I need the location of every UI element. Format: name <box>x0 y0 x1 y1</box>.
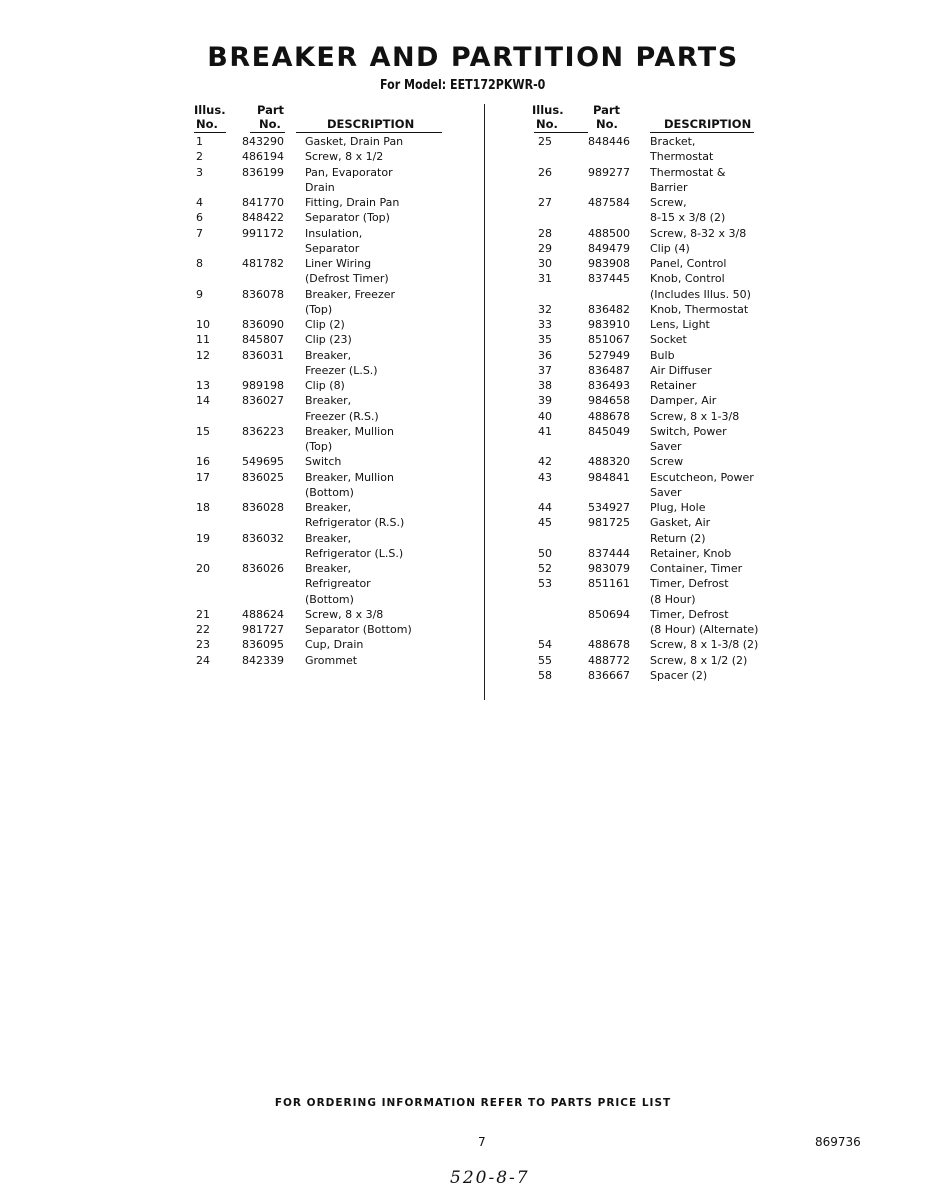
illus-number: 33 <box>538 318 552 331</box>
column-divider <box>484 104 485 700</box>
table-row <box>190 287 442 302</box>
part-description: Socket <box>650 333 687 347</box>
part-number: 481782 <box>242 257 284 270</box>
table-row <box>530 454 770 469</box>
table-row <box>190 271 442 286</box>
table-header-right <box>530 104 770 134</box>
part-description: Breaker, Mullion <box>305 470 394 484</box>
part-description: (Top) <box>305 302 333 316</box>
illus-number: 29 <box>538 241 552 255</box>
part-description: (Top) <box>305 440 333 453</box>
illus-number: 36 <box>538 348 552 362</box>
part-description: Refrigerator (L.S.) <box>305 546 404 560</box>
illus-number: 22 <box>196 623 210 636</box>
table-row <box>190 531 442 546</box>
part-description: Screw <box>650 455 684 469</box>
part-description: (Defrost Timer) <box>305 272 389 286</box>
table-row <box>190 348 442 363</box>
part-description: Breaker, <box>305 348 352 362</box>
table-row <box>530 348 770 363</box>
table-row <box>190 241 442 256</box>
illus-number: 21 <box>196 607 210 621</box>
table-row <box>530 302 770 317</box>
part-description: Refrigreator <box>305 577 371 591</box>
ordering-note: FOR ORDERING INFORMATION REFER TO PARTS PRICE LIST <box>274 1097 672 1109</box>
table-row <box>190 576 442 591</box>
illus-number: 20 <box>196 562 210 575</box>
part-number: 983910 <box>588 318 630 331</box>
table-row <box>190 195 442 210</box>
illus-number: 15 <box>196 424 210 438</box>
part-number: 983079 <box>588 562 630 575</box>
part-description: Screw, <box>650 196 687 209</box>
part-description: Clip (8) <box>305 379 345 392</box>
table-row <box>190 165 442 180</box>
table-row <box>530 576 770 591</box>
table-row <box>530 653 770 668</box>
part-description: Saver <box>650 440 682 453</box>
part-header-line2: No. <box>259 117 281 131</box>
table-row <box>190 546 442 561</box>
illus-number: 18 <box>196 501 210 514</box>
description-header: DESCRIPTION <box>327 117 415 131</box>
part-description: Retainer, Knob <box>650 546 732 560</box>
part-description: Gasket, Drain Pan <box>305 135 404 148</box>
part-description: Breaker, Mullion <box>305 424 394 438</box>
table-row <box>530 592 770 607</box>
part-description: (Bottom) <box>305 485 354 499</box>
part-description: Barrier <box>650 180 688 194</box>
table-row <box>530 256 770 271</box>
illus-number: 24 <box>196 653 210 667</box>
illus-number: 28 <box>538 226 552 240</box>
table-row <box>530 668 770 683</box>
part-description: Breaker, <box>305 531 352 545</box>
table-row <box>190 607 442 622</box>
table-row <box>190 149 442 164</box>
part-description: Saver <box>650 485 682 499</box>
illus-number: 31 <box>538 272 552 286</box>
table-row <box>190 485 442 500</box>
part-number: 849479 <box>588 241 630 255</box>
illus-number: 14 <box>196 394 210 408</box>
part-number: 527949 <box>588 348 630 362</box>
part-number: 486194 <box>242 150 284 164</box>
part-description: Screw, 8 x 3/8 <box>305 607 384 621</box>
table-row <box>530 607 770 622</box>
part-description: Freezer (L.S.) <box>305 363 378 377</box>
illus-number: 12 <box>196 348 210 362</box>
illus-number: 26 <box>538 165 552 179</box>
part-number: 850694 <box>588 607 630 621</box>
part-description: Gasket, Air <box>650 516 711 530</box>
part-number: 989198 <box>242 379 284 392</box>
illus-number: 7 <box>196 226 203 240</box>
table-row <box>190 500 442 515</box>
part-description: (Includes Illus. 50) <box>650 287 751 301</box>
illus-number: 30 <box>538 257 552 270</box>
part-number: 488772 <box>588 653 630 667</box>
model-subtitle: For Model: EET172PKWR-0 <box>380 78 546 93</box>
table-row <box>190 470 442 485</box>
part-number: 836026 <box>242 562 284 575</box>
part-number: 984841 <box>588 470 630 484</box>
part-description: Escutcheon, Power <box>650 470 754 484</box>
table-row <box>530 424 770 439</box>
part-number: 488678 <box>588 638 630 652</box>
part-description: Clip (23) <box>305 333 352 347</box>
part-description: Fitting, Drain Pan <box>305 196 400 209</box>
illus-number: 1 <box>196 135 203 148</box>
table-row <box>190 302 442 317</box>
illus-number: 35 <box>538 333 552 347</box>
part-number: 488500 <box>588 226 630 240</box>
table-row <box>530 210 770 225</box>
part-number: 836493 <box>588 379 630 392</box>
table-row <box>530 195 770 210</box>
part-description: Breaker, <box>305 501 352 514</box>
illus-number: 58 <box>538 668 552 682</box>
part-number: 842339 <box>242 653 284 667</box>
illus-number: 9 <box>196 287 203 301</box>
part-number: 836078 <box>242 287 284 301</box>
illus-number: 40 <box>538 409 552 423</box>
part-number: 836199 <box>242 165 284 179</box>
table-row <box>190 424 442 439</box>
table-row <box>190 226 442 241</box>
header-underline <box>650 132 754 133</box>
illus-number: 55 <box>538 653 552 667</box>
table-row <box>530 622 770 637</box>
illus-header-line1: Illus. <box>194 103 226 117</box>
part-header-line1: Part <box>593 103 621 117</box>
part-number: 487584 <box>588 196 630 209</box>
illus-number: 41 <box>538 424 552 438</box>
illus-number: 6 <box>196 211 203 225</box>
part-description: Retainer <box>650 379 697 392</box>
part-description: Refrigerator (R.S.) <box>305 516 405 530</box>
illus-number: 50 <box>538 546 552 560</box>
header-underline <box>250 132 285 133</box>
part-description: Breaker, Freezer <box>305 287 396 301</box>
table-row <box>190 317 442 332</box>
part-description: Knob, Thermostat <box>650 302 749 316</box>
page-number: 7 <box>478 1135 486 1149</box>
table-row <box>190 134 442 149</box>
part-description: Screw, 8-32 x 3/8 <box>650 226 747 240</box>
part-number: 843290 <box>242 135 284 148</box>
table-row <box>530 531 770 546</box>
part-number: 981727 <box>242 623 284 636</box>
table-row <box>530 226 770 241</box>
part-description: Lens, Light <box>650 318 710 331</box>
header-underline <box>534 132 588 133</box>
illus-number: 17 <box>196 470 210 484</box>
table-row <box>530 180 770 195</box>
part-number: 851161 <box>588 577 630 591</box>
illus-number: 45 <box>538 516 552 530</box>
description-header: DESCRIPTION <box>664 117 752 131</box>
part-description: Separator <box>305 241 360 255</box>
illus-number: 19 <box>196 531 210 545</box>
table-row <box>190 622 442 637</box>
table-row <box>530 470 770 485</box>
part-description: Spacer (2) <box>650 668 708 682</box>
illus-number: 4 <box>196 196 203 209</box>
header-underline <box>194 132 226 133</box>
parts-table-right <box>530 104 770 683</box>
part-number: 836090 <box>242 318 284 331</box>
parts-table-left <box>190 104 442 668</box>
part-number: 836031 <box>242 348 284 362</box>
table-row <box>530 134 770 149</box>
table-row <box>530 287 770 302</box>
part-description: Insulation, <box>305 226 363 240</box>
part-number: 836482 <box>588 302 630 316</box>
illus-number: 27 <box>538 196 552 209</box>
part-description: Breaker, <box>305 562 352 575</box>
table-row <box>190 561 442 576</box>
part-number: 549695 <box>242 455 284 469</box>
part-number: 989277 <box>588 165 630 179</box>
illus-number: 53 <box>538 577 552 591</box>
part-description: Separator (Bottom) <box>305 623 412 636</box>
illus-number: 54 <box>538 638 552 652</box>
part-description: Screw, 8 x 1-3/8 (2) <box>650 638 759 652</box>
part-description: Drain <box>305 180 335 194</box>
part-description: Separator (Top) <box>305 211 390 225</box>
handwritten-note: 520-8-7 <box>450 1168 530 1188</box>
part-description: (Bottom) <box>305 592 354 606</box>
table-row <box>530 393 770 408</box>
part-description: Thermostat <box>650 150 714 164</box>
illus-number: 16 <box>196 455 210 469</box>
table-row <box>530 363 770 378</box>
table-row <box>190 515 442 530</box>
table-row <box>190 378 442 393</box>
part-description: Air Diffuser <box>650 363 712 377</box>
part-description: Knob, Control <box>650 272 725 286</box>
part-description: Screw, 8 x 1-3/8 <box>650 409 740 423</box>
part-description: Switch, Power <box>650 424 727 438</box>
illus-number: 3 <box>196 165 203 179</box>
table-row <box>530 271 770 286</box>
part-description: Container, Timer <box>650 562 743 575</box>
table-row <box>190 256 442 271</box>
table-row <box>190 332 442 347</box>
part-description: Liner Wiring <box>305 257 372 270</box>
part-number: 488320 <box>588 455 630 469</box>
table-row <box>530 546 770 561</box>
part-description: Damper, Air <box>650 394 717 408</box>
table-body-right <box>530 134 770 683</box>
part-number: 845807 <box>242 333 284 347</box>
part-number: 836667 <box>588 668 630 682</box>
header-underline <box>296 132 442 133</box>
part-description: Plug, Hole <box>650 501 706 514</box>
part-header-line1: Part <box>257 103 285 117</box>
part-number: 845049 <box>588 424 630 438</box>
table-row <box>530 637 770 652</box>
table-row <box>530 439 770 454</box>
part-description: Freezer (R.S.) <box>305 409 379 423</box>
part-description: Thermostat & <box>650 165 726 179</box>
table-row <box>190 454 442 469</box>
part-description: Grommet <box>305 653 358 667</box>
part-number: 836487 <box>588 363 630 377</box>
part-description: Bracket, <box>650 135 696 148</box>
part-number: 837445 <box>588 272 630 286</box>
table-row <box>530 332 770 347</box>
part-number: 836028 <box>242 501 284 514</box>
page-title: BREAKER AND PARTITION PARTS <box>207 42 739 73</box>
part-number: 848422 <box>242 211 284 225</box>
table-row <box>530 149 770 164</box>
illus-number: 52 <box>538 562 552 575</box>
table-row <box>530 165 770 180</box>
illus-number: 23 <box>196 638 210 652</box>
illus-number: 13 <box>196 379 210 392</box>
part-description: (8 Hour) (Alternate) <box>650 623 759 636</box>
table-row <box>190 637 442 652</box>
part-number: 836032 <box>242 531 284 545</box>
part-number: 983908 <box>588 257 630 270</box>
part-number: 836027 <box>242 394 284 408</box>
part-description: Pan, Evaporator <box>305 165 393 179</box>
part-description: (8 Hour) <box>650 592 696 606</box>
table-row <box>190 592 442 607</box>
part-number: 848446 <box>588 135 630 148</box>
part-number: 981725 <box>588 516 630 530</box>
part-number: 836095 <box>242 638 284 652</box>
part-number: 836025 <box>242 470 284 484</box>
table-body-left <box>190 134 442 668</box>
illus-number: 11 <box>196 333 210 347</box>
table-row <box>530 485 770 500</box>
table-row <box>190 439 442 454</box>
part-description: Screw, 8 x 1/2 (2) <box>650 653 748 667</box>
illus-header-line2: No. <box>196 117 218 131</box>
part-description: Bulb <box>650 348 675 362</box>
table-row <box>190 210 442 225</box>
part-description: Switch <box>305 455 342 469</box>
illus-number: 39 <box>538 394 552 408</box>
part-description: 8-15 x 3/8 (2) <box>650 211 726 225</box>
table-row <box>530 378 770 393</box>
illus-number: 32 <box>538 302 552 316</box>
part-description: Timer, Defrost <box>650 577 729 591</box>
table-row <box>530 561 770 576</box>
table-row <box>190 180 442 195</box>
illus-number: 43 <box>538 470 552 484</box>
table-row <box>190 393 442 408</box>
illus-number: 2 <box>196 150 203 164</box>
illus-number: 10 <box>196 318 210 331</box>
table-row <box>530 515 770 530</box>
part-description: Breaker, <box>305 394 352 408</box>
table-row <box>530 500 770 515</box>
part-description: Clip (2) <box>305 318 345 331</box>
part-number: 836223 <box>242 424 284 438</box>
table-row <box>530 317 770 332</box>
table-row <box>190 409 442 424</box>
illus-number: 42 <box>538 455 552 469</box>
part-number: 488678 <box>588 409 630 423</box>
illus-header-line1: Illus. <box>532 103 564 117</box>
part-description: Clip (4) <box>650 241 690 255</box>
part-number: 841770 <box>242 196 284 209</box>
illus-number: 44 <box>538 501 552 514</box>
table-row <box>190 653 442 668</box>
part-number: 534927 <box>588 501 630 514</box>
part-number: 837444 <box>588 546 630 560</box>
illus-number: 38 <box>538 379 552 392</box>
part-description: Return (2) <box>650 531 706 545</box>
part-description: Panel, Control <box>650 257 727 270</box>
illus-header-line2: No. <box>536 117 558 131</box>
part-description: Cup, Drain <box>305 638 364 652</box>
illus-number: 37 <box>538 363 552 377</box>
table-header-left <box>190 104 442 134</box>
part-number: 851067 <box>588 333 630 347</box>
part-description: Screw, 8 x 1/2 <box>305 150 384 164</box>
table-row <box>530 409 770 424</box>
part-number: 488624 <box>242 607 284 621</box>
illus-number: 25 <box>538 135 552 148</box>
table-row <box>530 241 770 256</box>
document-number: 869736 <box>815 1135 861 1149</box>
part-description: Timer, Defrost <box>650 607 729 621</box>
part-number: 991172 <box>242 226 284 240</box>
illus-number: 8 <box>196 257 203 270</box>
part-header-line2: No. <box>596 117 618 131</box>
part-number: 984658 <box>588 394 630 408</box>
table-row <box>190 363 442 378</box>
